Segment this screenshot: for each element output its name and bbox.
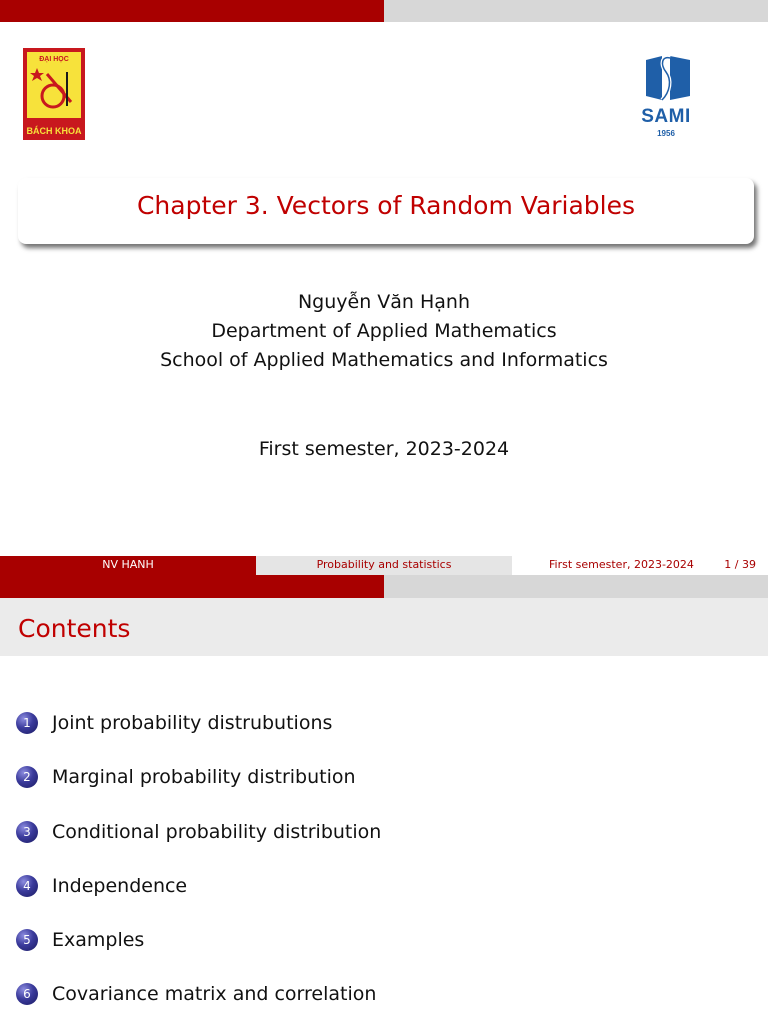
logo-bottom-text: BÁCH KHOA <box>26 126 82 136</box>
bach-khoa-logo <box>23 48 85 140</box>
header-bar-red <box>0 0 384 22</box>
toc-number-bullet: 2 <box>16 766 38 788</box>
toc-item-label: Examples <box>52 929 145 952</box>
toc-number-bullet: 5 <box>16 929 38 951</box>
title-box <box>18 178 754 244</box>
footer-right <box>512 556 768 575</box>
gear-emblem-icon <box>27 62 81 116</box>
toc-number-bullet: 6 <box>16 983 38 1005</box>
toc-item-label: Conditional probability distribution <box>52 820 382 843</box>
top-header-bar <box>0 0 768 22</box>
toc-number-bullet: 4 <box>16 875 38 897</box>
toc-item-label: Covariance matrix and correlation <box>52 983 377 1006</box>
header-bar-gray <box>384 0 768 22</box>
footer-author: NV HANH <box>0 556 256 575</box>
presentation-date: First semester, 2023-2024 <box>258 438 510 460</box>
sami-logo <box>636 52 696 142</box>
slide2-header-bar-red <box>0 575 384 598</box>
footer-course: Probability and statistics <box>256 556 512 575</box>
sami-logo-year: 1956 <box>657 129 675 138</box>
author-name: Nguyễn Văn Hạnh <box>297 291 471 313</box>
contents-title: Contents <box>18 614 131 643</box>
school-name: School of Applied Mathematics and Informatics <box>160 349 608 371</box>
toc-item-label: Marginal probability distribution <box>52 766 356 789</box>
toc-item-label: Independence <box>52 874 188 897</box>
slide-footer <box>0 556 768 575</box>
toc-item-label: Joint probability distrubutions <box>52 712 333 734</box>
slide-title: Chapter 3. Vectors of Random Variables <box>136 191 636 220</box>
footer-page-number: 1 / 39 <box>724 558 756 571</box>
author-block <box>0 288 768 375</box>
footer-date: First semester, 2023-2024 <box>549 558 694 571</box>
toc-number-bullet: 3 <box>16 821 38 843</box>
slide2-header-bar-gray <box>384 575 768 598</box>
contents-frame-title <box>0 598 768 656</box>
sami-logo-name: SAMI <box>641 106 691 127</box>
sami-integral-icon <box>636 52 696 106</box>
department-name: Department of Applied Mathematics <box>211 320 557 342</box>
logo-top-text: ĐẠI HỌC <box>39 56 69 63</box>
toc-number-bullet: 1 <box>16 712 38 734</box>
